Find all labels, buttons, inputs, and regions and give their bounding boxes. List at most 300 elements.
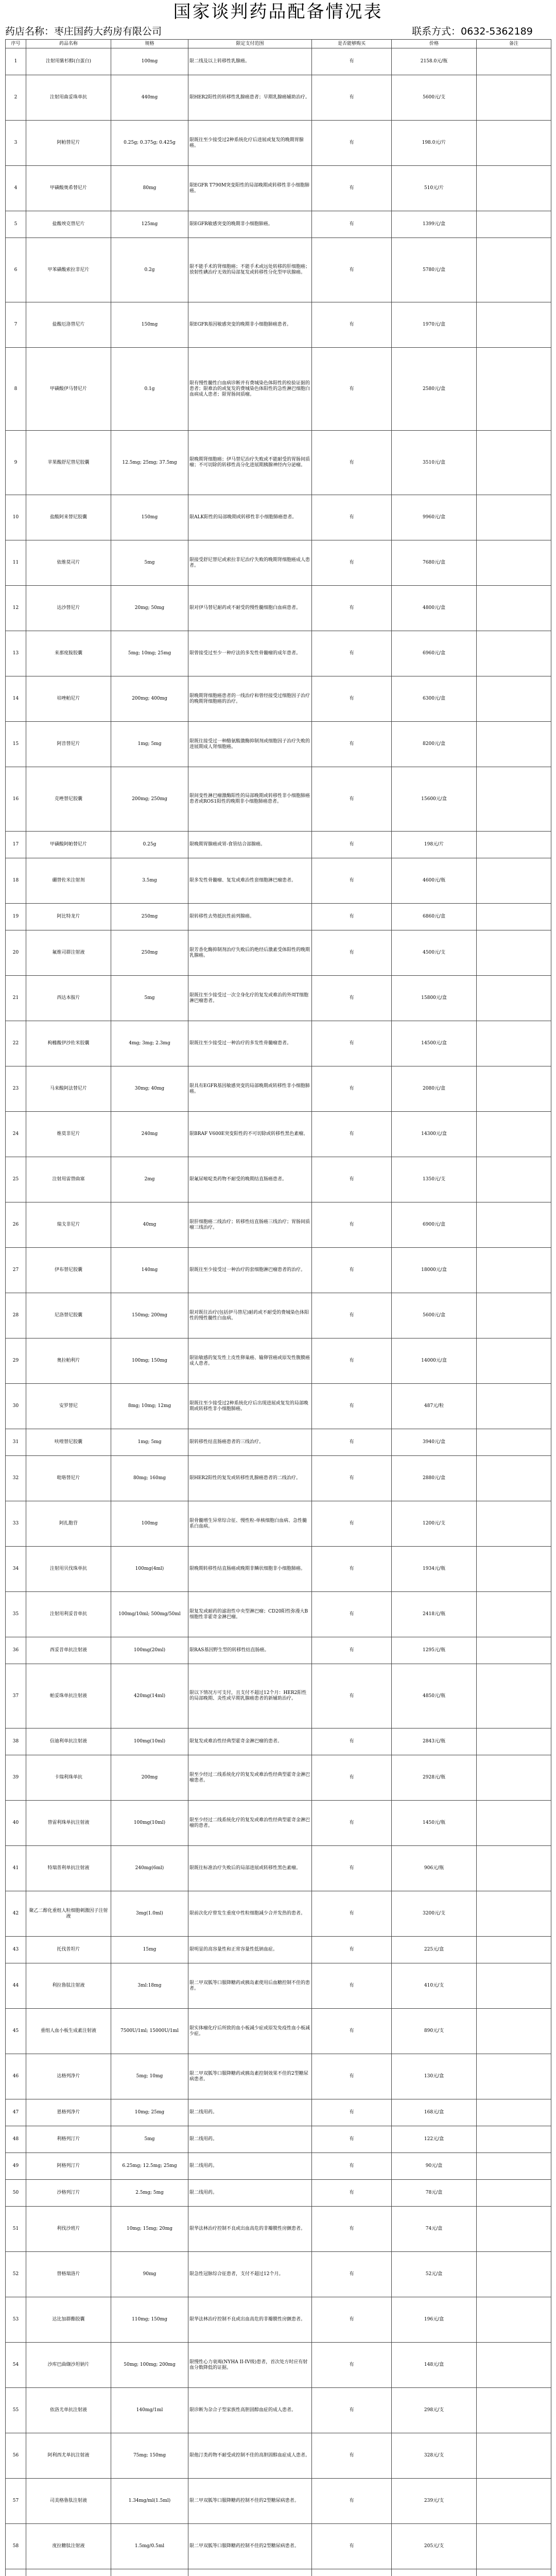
cell-scope: 限华法林治疗控制不良或出血高危的非瓣膜性房颤患者。	[188, 2297, 312, 2343]
table-row	[6, 2433, 551, 2479]
cell-scope: 限既往接受过一种酪氨酸激酶抑制剂或细胞因子治疗失败的进展期成人肾细胞癌。	[188, 722, 312, 767]
cell-available: 有	[312, 75, 392, 121]
table-row	[6, 48, 551, 75]
cell-scope: 限骨髓增生异常综合征、慢性粒-单核细胞白血病、急性髓系白血病。	[188, 1501, 312, 1547]
cell-spec: 0.2g	[111, 238, 188, 302]
cell-name: 沙库巴曲缬沙坦钠片	[26, 2343, 111, 2388]
cell-no: 29	[6, 1338, 26, 1384]
cell-available: 有	[312, 2479, 392, 2524]
table-row	[6, 2388, 551, 2433]
cell-price: 1934元/瓶	[392, 1547, 477, 1592]
cell-name: 重组人血小板生成素注射液	[26, 2009, 111, 2054]
cell-spec: 140mg/1ml	[111, 2388, 188, 2433]
cell-name: 阿比特龙片	[26, 904, 111, 930]
cell-no: 41	[6, 1846, 26, 1891]
cell-scope: 限二线及以上转移性乳腺癌。	[188, 48, 312, 75]
cell-scope: 限复发或难治性经典型霍奇金淋巴瘤的患者。	[188, 1728, 312, 1755]
cell-no: 7	[6, 302, 26, 348]
cell-spec: 200mg; 400mg	[111, 676, 188, 722]
cell-no: 22	[6, 1021, 26, 1066]
cell-name: 注射用雷替曲塞	[26, 1157, 111, 1202]
table-row	[6, 930, 551, 976]
cell-price: 5780元/盒	[392, 238, 477, 302]
cell-scope: 限不能手术的肾细胞癌；不能手术或远处转移的肝细胞癌；放射性碘治疗无效的局部复发或转移性分化型甲状腺癌。	[188, 238, 312, 302]
cell-price: 14300元/盒	[392, 1112, 477, 1157]
table-row	[6, 540, 551, 586]
cell-no: 53	[6, 2297, 26, 2343]
cell-no: 37	[6, 1664, 26, 1728]
cell-available: 有	[312, 2343, 392, 2388]
cell-available: 有	[312, 832, 392, 858]
cell-spec: 15mg	[111, 1937, 188, 1963]
table-row	[6, 2524, 551, 2569]
cell-note	[477, 1202, 551, 1248]
cell-spec: 0.1g	[111, 348, 188, 431]
cell-price: 198.0元/片	[392, 121, 477, 166]
table-row	[6, 2054, 551, 2099]
cell-scope: 限具有EGFR基因敏感突变的局部晚期或转移性非小细胞肺癌。	[188, 1066, 312, 1112]
cell-note	[477, 1801, 551, 1846]
cell-scope: 限铂敏感的复发性上皮性卵巢癌、输卵管癌或原发性腹膜癌成人患者。	[188, 1338, 312, 1384]
cell-name: 恩格列净片	[26, 2099, 111, 2126]
cell-scope: 限二甲双胍等口服降糖药或胰岛素控制效果不佳的2型糖尿病患者。	[188, 2054, 312, 2099]
cell-spec: 100mg(20ml)	[111, 1637, 188, 1664]
cell-note	[477, 1066, 551, 1112]
cell-price: 52元/盒	[392, 2252, 477, 2297]
cell-no: 12	[6, 586, 26, 631]
cell-price: 510元/片	[392, 166, 477, 211]
table-row	[6, 1066, 551, 1112]
cell-price: 2418元/瓶	[392, 1592, 477, 1637]
cell-name: 阿昔替尼片	[26, 722, 111, 767]
cell-scope: 限慢性心力衰竭(NYHA II-IV级)患者，首次处方时应有射血分数降低的证据。	[188, 2343, 312, 2388]
cell-spec: 4mg; 3mg; 2.3mg	[111, 1021, 188, 1066]
cell-spec	[111, 2569, 188, 2576]
cell-no: 24	[6, 1112, 26, 1157]
cell-available: 有	[312, 2009, 392, 2054]
cell-available: 有	[312, 1755, 392, 1801]
cell-name: 达沙替尼片	[26, 586, 111, 631]
cell-no: 20	[6, 930, 26, 976]
cell-no: 10	[6, 495, 26, 540]
cell-note	[477, 2252, 551, 2297]
cell-spec: 100mg(10ml)	[111, 1801, 188, 1846]
cell-name: 克唑替尼胶囊	[26, 767, 111, 832]
cell-available: 有	[312, 586, 392, 631]
cell-scope: 限二线用药。	[188, 2126, 312, 2153]
cell-available: 有	[312, 2388, 392, 2433]
cell-price: 148元/盒	[392, 2343, 477, 2388]
cell-spec: 75mg; 150mg	[111, 2433, 188, 2479]
cell-no: 9	[6, 431, 26, 495]
cell-spec: 100mg(4ml)	[111, 1547, 188, 1592]
cell-scope: 限晚期转移性结直肠癌或晚期非鳞状细胞非小细胞肺癌。	[188, 1547, 312, 1592]
cell-no: 51	[6, 2207, 26, 2252]
cell-price: 4600元/瓶	[392, 858, 477, 904]
table-header-row	[6, 40, 551, 48]
cell-note	[477, 2207, 551, 2252]
table-row	[6, 2180, 551, 2207]
table-row	[6, 631, 551, 676]
cell-note	[477, 1547, 551, 1592]
cell-name: 阿帕替尼片	[26, 121, 111, 166]
cell-scope: 限HER2阳性的转移性乳腺癌患者；早期乳腺癌辅助治疗。	[188, 75, 312, 121]
cell-available: 有	[312, 2054, 392, 2099]
cell-spec: 6.25mg; 12.5mg; 25mg	[111, 2153, 188, 2180]
cell-no: 45	[6, 2009, 26, 2054]
cell-available: 有	[312, 1728, 392, 1755]
cell-spec: 50mg; 100mg; 200mg	[111, 2343, 188, 2388]
cell-price: 5600元/盒	[392, 1293, 477, 1338]
cell-price: 9960元/盒	[392, 495, 477, 540]
cell-note	[477, 2388, 551, 2433]
cell-note	[477, 495, 551, 540]
cell-name: 盐酸阿来替尼胶囊	[26, 495, 111, 540]
cell-spec: 30mg; 40mg	[111, 1066, 188, 1112]
cell-price: 130元/盒	[392, 2054, 477, 2099]
cell-name: 奥拉帕利片	[26, 1338, 111, 1384]
cell-name: 尼洛替尼胶囊	[26, 1293, 111, 1338]
cell-price: 1450元/瓶	[392, 1801, 477, 1846]
cell-name: 呋喹替尼胶囊	[26, 1429, 111, 1456]
cell-spec: 2mg	[111, 1157, 188, 1202]
cell-scope: 限多发性骨髓瘤、复发或难治性套细胞淋巴瘤患者。	[188, 858, 312, 904]
cell-spec: 250mg	[111, 904, 188, 930]
cell-note	[477, 166, 551, 211]
cell-available: 有	[312, 1963, 392, 2009]
cell-no: 28	[6, 1293, 26, 1338]
cell-name: 维莫非尼片	[26, 1112, 111, 1157]
table-row	[6, 1429, 551, 1456]
cell-available: 有	[312, 2207, 392, 2252]
table-row	[6, 1728, 551, 1755]
cell-price	[392, 2569, 477, 2576]
cell-name: 度拉糖肽注射液	[26, 2524, 111, 2569]
table-row	[6, 166, 551, 211]
cell-note	[477, 2297, 551, 2343]
cell-available: 有	[312, 904, 392, 930]
cell-no: 44	[6, 1963, 26, 2009]
cell-name: 氟维司群注射液	[26, 930, 111, 976]
cell-available: 有	[312, 1429, 392, 1456]
cell-note	[477, 2054, 551, 2099]
col-header-note: 备注	[477, 40, 551, 48]
cell-name	[26, 2569, 111, 2576]
cell-note	[477, 1891, 551, 1937]
table-row	[6, 2479, 551, 2524]
cell-available: 有	[312, 348, 392, 431]
cell-name: 利伐沙班片	[26, 2207, 111, 2252]
cell-price: 1295元/瓶	[392, 1637, 477, 1664]
cell-scope: 限复发或耐药的滤泡性中央型淋巴瘤；CD20阳性弥漫大B细胞性非霍奇金淋巴瘤。	[188, 1592, 312, 1637]
cell-note	[477, 348, 551, 431]
cell-no: 40	[6, 1801, 26, 1846]
cell-spec: 125mg	[111, 211, 188, 238]
cell-available: 有	[312, 1846, 392, 1891]
cell-name: 托伐普坦片	[26, 1937, 111, 1963]
col-header-available: 是否能够购买	[312, 40, 392, 48]
cell-name: 信迪利单抗注射液	[26, 1728, 111, 1755]
cell-spec: 420mg(14ml)	[111, 1664, 188, 1728]
cell-name: 注射用贝伐珠单抗	[26, 1547, 111, 1592]
cell-available: 有	[312, 431, 392, 495]
cell-scope: 限HER2阳性的复发或转移性乳腺癌患者的二线治疗。	[188, 1456, 312, 1501]
cell-spec: 150mg	[111, 302, 188, 348]
cell-available: 有	[312, 1937, 392, 1963]
cell-no: 39	[6, 1755, 26, 1801]
cell-available: 有	[312, 48, 392, 75]
cell-spec: 5mg; 10mg; 25mg	[111, 631, 188, 676]
cell-spec: 5mg; 10mg	[111, 2054, 188, 2099]
table-row	[6, 586, 551, 631]
pharmacy-info	[5, 25, 162, 38]
table-row	[6, 1592, 551, 1637]
cell-note	[477, 121, 551, 166]
cell-price: 14000元/盒	[392, 1338, 477, 1384]
table-row	[6, 2207, 551, 2252]
cell-available: 有	[312, 722, 392, 767]
cell-note	[477, 2126, 551, 2153]
cell-no: 54	[6, 2343, 26, 2388]
cell-note	[477, 2180, 551, 2207]
cell-note	[477, 1664, 551, 1728]
cell-no: 38	[6, 1728, 26, 1755]
cell-available: 有	[312, 540, 392, 586]
cell-note	[477, 2569, 551, 2576]
cell-available: 有	[312, 1248, 392, 1293]
cell-spec: 40mg	[111, 1202, 188, 1248]
cell-spec: 140mg	[111, 1248, 188, 1293]
cell-available: 有	[312, 767, 392, 832]
cell-scope: 限ALK阳性的局部晚期或转移性非小细胞肺癌患者。	[188, 495, 312, 540]
cell-price: 2928元/瓶	[392, 1755, 477, 1801]
table-row	[6, 431, 551, 495]
cell-no: 16	[6, 767, 26, 832]
cell-name: 甲磺酸伊马替尼片	[26, 348, 111, 431]
cell-spec: 100mg	[111, 48, 188, 75]
cell-no: 34	[6, 1547, 26, 1592]
cell-scope: 限晚期胃腺癌或胃-食管结合部腺癌。	[188, 832, 312, 858]
cell-available: 有	[312, 1293, 392, 1338]
cell-price: 3200元/支	[392, 1891, 477, 1937]
cell-price: 2880元/盒	[392, 1456, 477, 1501]
cell-spec: 5mg	[111, 976, 188, 1021]
cell-spec: 10mg; 15mg; 20mg	[111, 2207, 188, 2252]
cell-no: 15	[6, 722, 26, 767]
cell-spec: 2.5mg; 5mg	[111, 2180, 188, 2207]
cell-scope: 限有慢性髓性白血病诊断并有费城染色体阳性的检验证据的患者；限难治的或复发的费城染色体阳性的急性淋巴细胞白血病成人患者；限胃肠间质瘤。	[188, 348, 312, 431]
cell-spec: 150mg	[111, 495, 188, 540]
cell-available: 有	[312, 1202, 392, 1248]
cell-price: 298元/支	[392, 2388, 477, 2433]
table-row	[6, 2343, 551, 2388]
table-row	[6, 1384, 551, 1429]
cell-scope: 限肝细胞癌二线治疗；转移性结直肠癌三线治疗；胃肠间质瘤三线治疗。	[188, 1202, 312, 1248]
pharmacy-name: 枣庄国药大药房有限公司	[54, 26, 162, 37]
cell-price: 6960元/盒	[392, 631, 477, 676]
cell-no: 35	[6, 1592, 26, 1637]
cell-scope: 限既往标准治疗失败后的局部进展或转移性黑色素瘤。	[188, 1846, 312, 1891]
contact-phone: 0632-5362189	[461, 26, 533, 37]
table-row	[6, 1755, 551, 1801]
cell-spec: 1.34mg/ml(1.5ml)	[111, 2479, 188, 2524]
cell-price: 2843元/瓶	[392, 1728, 477, 1755]
cell-name: 聚乙二醇化重组人粒细胞刺激因子注射液	[26, 1891, 111, 1937]
cell-available: 有	[312, 211, 392, 238]
cell-scope: 限接受舒尼替尼或索拉非尼治疗失败的晚期肾细胞癌成人患者。	[188, 540, 312, 586]
cell-scope: 限RAS基因野生型的转移性结直肠癌。	[188, 1637, 312, 1664]
cell-note	[477, 832, 551, 858]
cell-available: 有	[312, 930, 392, 976]
cell-price: 906元/瓶	[392, 1846, 477, 1891]
cell-spec: 0.25g	[111, 832, 188, 858]
cell-available: 有	[312, 1891, 392, 1937]
cell-name: 利拉鲁肽注射液	[26, 1963, 111, 2009]
cell-spec: 10mg; 25mg	[111, 2099, 188, 2126]
cell-no: 43	[6, 1937, 26, 1963]
cell-note	[477, 631, 551, 676]
cell-name: 依洛尤单抗注射液	[26, 2388, 111, 2433]
cell-available: 有	[312, 1501, 392, 1547]
cell-spec: 240mg	[111, 1112, 188, 1157]
cell-scope: 限转移性去势抵抗性前列腺癌。	[188, 904, 312, 930]
cell-price: 196元/盒	[392, 2297, 477, 2343]
cell-spec: 250mg	[111, 930, 188, 976]
cell-scope: 限EGFR基因敏感突变的晚期非小细胞肺癌患者。	[188, 302, 312, 348]
cell-note	[477, 858, 551, 904]
col-header-no: 序号	[6, 40, 26, 48]
cell-note	[477, 2479, 551, 2524]
cell-name: 培唑帕尼片	[26, 676, 111, 722]
cell-available: 有	[312, 1021, 392, 1066]
cell-note	[477, 1157, 551, 1202]
table-row	[6, 2153, 551, 2180]
cell-no: 56	[6, 2433, 26, 2479]
cell-no: 23	[6, 1066, 26, 1112]
cell-no: 55	[6, 2388, 26, 2433]
table-row	[6, 904, 551, 930]
cell-name: 吡咯替尼片	[26, 1456, 111, 1501]
table-row	[6, 722, 551, 767]
table-row	[6, 1664, 551, 1728]
cell-available: 有	[312, 2153, 392, 2180]
cell-price: 239元/支	[392, 2479, 477, 2524]
table-row	[6, 1293, 551, 1338]
cell-price: 5600元/支	[392, 75, 477, 121]
cell-spec: 80mg; 160mg	[111, 1456, 188, 1501]
contact-info	[412, 25, 533, 38]
cell-available: 有	[312, 1592, 392, 1637]
cell-available: 有	[312, 1664, 392, 1728]
cell-spec: 100mg	[111, 1501, 188, 1547]
cell-name: 注射用曲妥珠单抗	[26, 75, 111, 121]
cell-name: 甲磺酸阿帕替尼片	[26, 832, 111, 858]
cell-available: 有	[312, 2524, 392, 2569]
cell-scope: 限既往至少接受过2种系统化疗后出现进展或复发的局部晚期或转移性非小细胞肺癌。	[188, 1384, 312, 1429]
cell-available: 有	[312, 2099, 392, 2126]
cell-no: 52	[6, 2252, 26, 2297]
cell-name: 帕妥珠单抗注射液	[26, 1664, 111, 1728]
cell-price: 6900元/盒	[392, 1202, 477, 1248]
cell-price: 487元/粒	[392, 1384, 477, 1429]
cell-scope: 限至少经过二线系统化疗的复发或难治性经典型霍奇金淋巴瘤患者。	[188, 1755, 312, 1801]
table-row	[6, 1801, 551, 1846]
drug-table	[5, 39, 551, 2576]
cell-name: 伊布替尼胶囊	[26, 1248, 111, 1293]
cell-price: 3510元/盒	[392, 431, 477, 495]
cell-note	[477, 48, 551, 75]
cell-scope: 限EGFR敏感突变的晚期非小细胞肺癌。	[188, 211, 312, 238]
cell-name: 马来酸阿法替尼片	[26, 1066, 111, 1112]
cell-scope: 限明显的高容量性和正常容量性低钠血症。	[188, 1937, 312, 1963]
cell-no: 49	[6, 2153, 26, 2180]
cell-price: 74元/盒	[392, 2207, 477, 2252]
cell-spec: 7500U/1ml; 15000U/1ml	[111, 2009, 188, 2054]
cell-available: 有	[312, 2433, 392, 2479]
cell-note	[477, 1429, 551, 1456]
cell-no: 18	[6, 858, 26, 904]
cell-scope: 限实体瘤化疗后所致的血小板减少症或原发免疫性血小板减少症。	[188, 2009, 312, 2054]
cell-name: 特瑞普利单抗注射液	[26, 1846, 111, 1891]
cell-spec: 440mg	[111, 75, 188, 121]
cell-available	[312, 2569, 392, 2576]
cell-available: 有	[312, 2252, 392, 2297]
cell-scope: 限二甲双胍等口服降糖药或胰岛素使用后血糖控制不佳的患者。	[188, 1963, 312, 2009]
cell-spec: 3.5mg	[111, 858, 188, 904]
cell-name: 甲磺酸奥希替尼片	[26, 166, 111, 211]
cell-no: 32	[6, 1456, 26, 1501]
cell-no: 8	[6, 348, 26, 431]
cell-name: 达格列净片	[26, 2054, 111, 2099]
cell-price: 205元/支	[392, 2524, 477, 2569]
cell-scope: 限他汀类药物不耐受或控制不佳的高胆固醇血症成人患者。	[188, 2433, 312, 2479]
cell-no: 47	[6, 2099, 26, 2126]
cell-spec: 90mg	[111, 2252, 188, 2297]
cell-no: 26	[6, 1202, 26, 1248]
cell-note	[477, 586, 551, 631]
cell-price: 198元/片	[392, 832, 477, 858]
cell-no: 19	[6, 904, 26, 930]
cell-name: 盐酸埃克替尼片	[26, 211, 111, 238]
cell-no: 25	[6, 1157, 26, 1202]
cell-scope: 限诊断为杂合子型家族性高胆固醇血症的成人患者。	[188, 2388, 312, 2433]
cell-no: 58	[6, 2524, 26, 2569]
cell-price: 15600元/盒	[392, 767, 477, 832]
cell-scope: 限氟尿嘧啶类药物不耐受的晚期结直肠癌患者。	[188, 1157, 312, 1202]
cell-name: 来那度胺胶囊	[26, 631, 111, 676]
cell-no: 27	[6, 1248, 26, 1293]
cell-name: 注射用紫杉醇(白蛋白)	[26, 48, 111, 75]
cell-no: 48	[6, 2126, 26, 2153]
page-title: 国家谈判药品配备情况表	[173, 2, 383, 22]
cell-name: 瑞戈非尼片	[26, 1202, 111, 1248]
cell-available: 有	[312, 1066, 392, 1112]
cell-no: 30	[6, 1384, 26, 1429]
cell-note	[477, 976, 551, 1021]
cell-price: 90元/盒	[392, 2153, 477, 2180]
cell-price: 328元/支	[392, 2433, 477, 2479]
cell-no: 50	[6, 2180, 26, 2207]
col-header-price: 价格	[392, 40, 477, 48]
cell-note	[477, 1963, 551, 2009]
cell-spec: 240mg(6ml)	[111, 1846, 188, 1891]
cell-price: 4800元/盒	[392, 586, 477, 631]
cell-name: 西妥昔单抗注射液	[26, 1637, 111, 1664]
cell-note	[477, 2009, 551, 2054]
cell-price: 3940元/盒	[392, 1429, 477, 1456]
cell-name: 阿扎胞苷	[26, 1501, 111, 1547]
cell-available: 有	[312, 2297, 392, 2343]
